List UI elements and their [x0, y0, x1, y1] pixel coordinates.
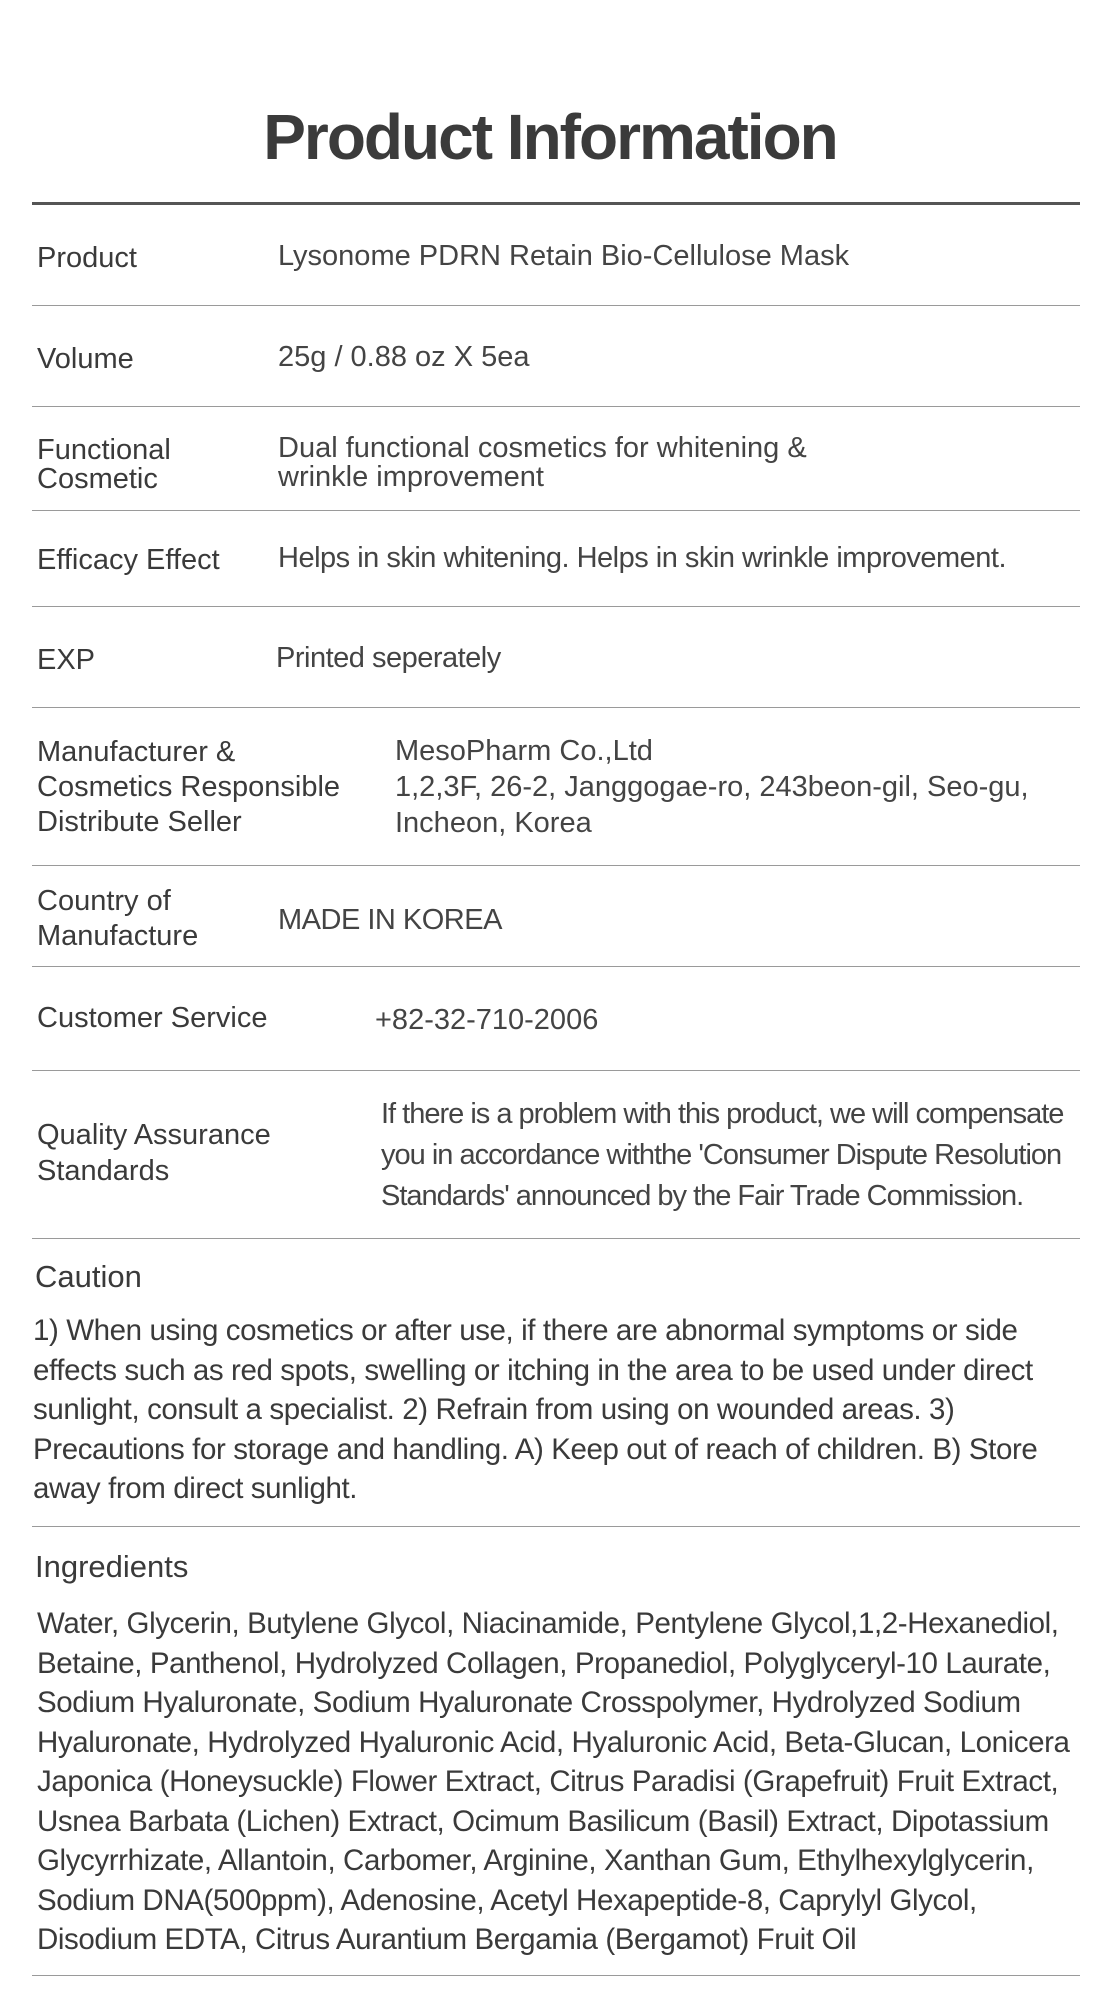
caution-text: 1) When using cosmetics or after use, if there are abnormal symptoms or side effects such as red spots, swelling or itching in the area to be used under direct sunlight, consult a specialist. 2) Refrain from using on wounded areas. 3) Precautions for storage and handling. A) Keep out of reach of children. B) Store away from direct sunlight. — [33, 1314, 1038, 1505]
row-value-quality-assurance: If there is a problem with this product, we will compensate you in accordance withthe 'Consumer Dispute Resolution Standards' announced by the Fair Trade Commission. — [381, 1098, 1064, 1212]
row-label-functional-cosmetic: Functional Cosmetic — [37, 434, 171, 495]
row-divider — [32, 406, 1080, 407]
row-divider — [32, 707, 1080, 708]
row-value-efficacy-effect: Helps in skin whitening. Helps in skin wrinkle improvement. — [278, 542, 1007, 574]
section-divider — [32, 1975, 1080, 1976]
row-divider — [32, 606, 1080, 607]
row-label-product: Product — [37, 242, 137, 274]
title-divider — [32, 202, 1080, 205]
row-value-customer-service: +82-32-710-2006 — [375, 1004, 599, 1036]
row-divider — [32, 305, 1080, 306]
row-divider — [32, 1238, 1080, 1239]
ingredients-text: Water, Glycerin, Butylene Glycol, Niacinamide, Pentylene Glycol,1,2-Hexanediol, Betaine, Panthenol, Hydrolyzed Collagen, Propanediol, Polyglyceryl-10 Laurate, Sodium Hyaluronate, Sodium Hyaluronate Crosspolymer, Hydrolyzed Sodium Hyaluronate, Hydrolyzed Hyaluronic Acid, Hyaluronic Acid, Beta-Glucan, Lonicera Japonica (Honeysuckle) Flower Extract, Citrus Paradisi (Grapefruit) Fruit Extract, Usnea Barbata (Lichen) Extract, Ocimum Basilicum (Basil) Extract, Dipotassium Glycyrrhizate, Allantoin, Carbomer, Arginine, Xanthan Gum, Ethylhexylglycerin, Sodium DNA(500ppm), Adenosine, Acetyl Hexapeptide-8, Caprylyl Glycol, Disodium EDTA, Citrus Aurantium Bergamia (Bergamot) Fruit Oil — [37, 1607, 1070, 1956]
row-value-product: Lysonome PDRN Retain Bio-Cellulose Mask — [278, 240, 850, 272]
row-divider — [32, 865, 1080, 866]
row-divider — [32, 510, 1080, 511]
row-value-country: MADE IN KOREA — [278, 904, 502, 936]
row-value-manufacturer: MesoPharm Co.,Ltd 1,2,3F, 26-2, Janggogae-ro, 243beon-gil, Seo-gu, Incheon, Korea — [395, 735, 1029, 839]
row-label-volume: Volume — [37, 343, 134, 375]
row-label-customer-service: Customer Service — [37, 1002, 268, 1034]
row-value-functional-cosmetic: Dual functional cosmetics for whitening & wrinkle improvement — [278, 432, 807, 493]
row-value-volume: 25g / 0.88 oz X 5ea — [278, 341, 530, 373]
row-label-efficacy-effect: Efficacy Effect — [37, 544, 220, 576]
row-label-manufacturer: Manufacturer & Cosmetics Responsible Distribute Seller — [37, 736, 341, 838]
caution-heading: Caution — [35, 1259, 142, 1294]
row-label-country: Country of Manufacture — [37, 885, 199, 952]
row-divider — [32, 1070, 1080, 1071]
section-divider — [32, 1526, 1080, 1527]
row-label-quality-assurance: Quality Assurance Standards — [37, 1119, 271, 1187]
row-divider — [32, 966, 1080, 967]
page-title: Product Information — [263, 101, 837, 173]
ingredients-heading: Ingredients — [35, 1549, 189, 1584]
row-label-exp: EXP — [37, 644, 96, 676]
row-value-exp: Printed seperately — [276, 642, 501, 674]
